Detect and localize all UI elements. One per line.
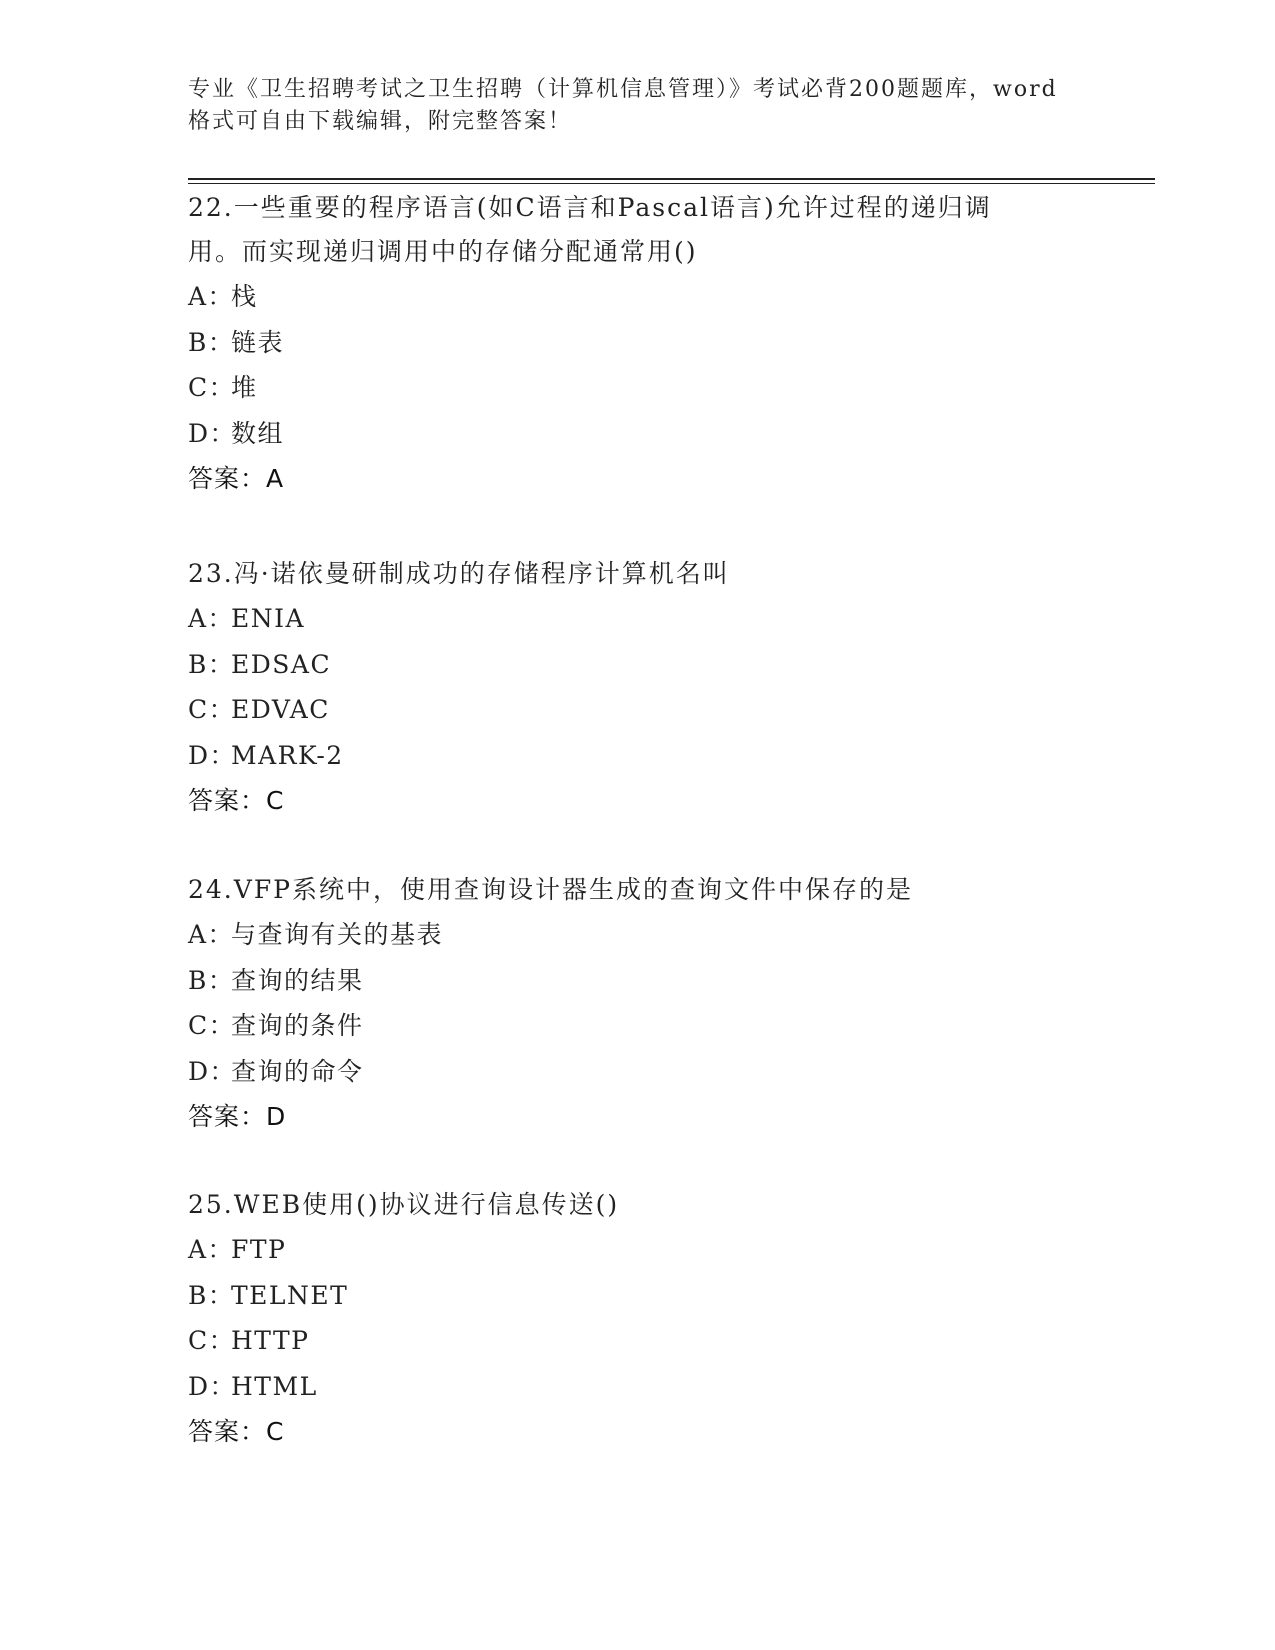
option-text: MARK-2 [231,740,344,770]
option-letter: C： [188,1011,236,1040]
option-a [188,274,1088,320]
question-stem-line: 用。而实现递归调用中的存储分配通常用() [188,237,698,266]
question-23 [188,552,1088,824]
option-letter: D： [188,740,237,770]
question-stem [188,552,1088,596]
option-text: FTP [231,1235,287,1264]
option-b [188,642,1088,688]
question-22 [188,186,1088,502]
option-text: 与查询有关的基表 [231,920,444,949]
option-letter: A： [188,604,235,633]
option-letter: A： [188,282,235,311]
option-letter: C： [188,373,236,402]
option-letter: A： [188,920,235,949]
option-letter: D： [188,1371,237,1401]
option-letter: B： [188,327,235,357]
option-c [188,1318,1088,1364]
question-stem [188,1183,1088,1227]
option-d [188,733,1088,779]
question-24 [188,868,1088,1140]
answer: 答案：D [188,1102,287,1131]
document-header [188,74,1088,138]
option-c [188,687,1088,733]
option-a [188,912,1088,958]
question-stem [188,868,1088,912]
option-text: 查询的结果 [231,965,364,995]
option-letter: C： [188,695,236,724]
option-letter: D： [188,1056,237,1086]
answer: 答案：A [188,464,285,493]
header-divider-thick [188,178,1155,180]
option-letter: B： [188,965,235,995]
option-letter: C： [188,1326,236,1355]
option-text: TELNET [231,1280,349,1310]
option-d [188,1049,1088,1095]
option-letter: B： [188,1280,235,1310]
answer: 答案：C [188,786,285,815]
question-stem-line: 25.WEB使用()协议进行信息传送() [188,1190,620,1219]
question-stem-line: 23.冯·诺依曼研制成功的存储程序计算机名叫 [188,559,730,588]
option-text: ENIA [231,604,306,633]
option-letter: B： [188,649,235,679]
answer: 答案：C [188,1417,285,1446]
option-text: 链表 [231,327,285,357]
header-divider-thin [188,183,1155,184]
option-text: EDSAC [231,649,332,679]
option-letter: D： [188,418,237,448]
option-letter: A： [188,1235,235,1264]
option-text: 数组 [231,418,285,448]
option-text: 栈 [231,282,258,311]
question-25 [188,1183,1088,1455]
option-c [188,365,1088,411]
option-d [188,411,1088,457]
option-a [188,596,1088,642]
header-line-2: 格式可自由下载编辑，附完整答案！ [188,109,573,134]
option-text: EDVAC [231,695,330,724]
header-line-1: 专业《卫生招聘考试之卫生招聘（计算机信息管理）》考试必背200题题库，word [188,77,1058,102]
option-text: HTML [231,1371,318,1401]
option-a [188,1227,1088,1273]
option-b [188,1273,1088,1319]
option-b [188,958,1088,1004]
option-b [188,320,1088,366]
option-text: 堆 [231,373,258,402]
option-text: HTTP [231,1326,310,1355]
option-d [188,1364,1088,1410]
question-stem-line: 22.一些重要的程序语言(如C语言和Pascal语言)允许过程的递归调 [188,193,992,222]
option-c [188,1003,1088,1049]
question-stem-line: 24.VFP系统中，使用查询设计器生成的查询文件中保存的是 [188,875,913,904]
question-stem [188,186,1088,274]
option-text: 查询的条件 [231,1011,364,1040]
option-text: 查询的命令 [231,1056,364,1086]
